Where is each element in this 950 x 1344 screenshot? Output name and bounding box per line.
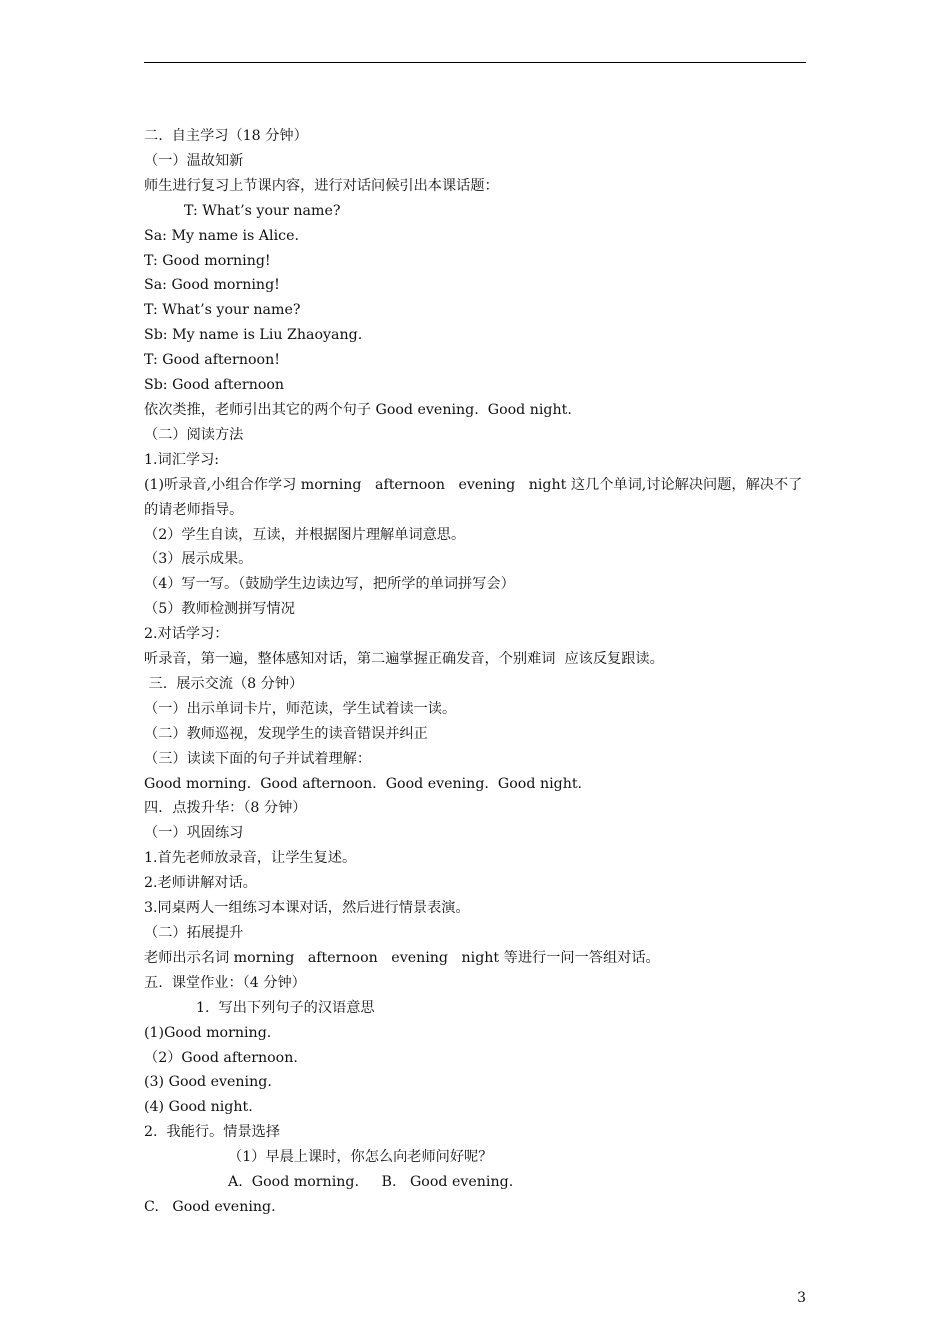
list-item: （3）展示成果。: [144, 551, 253, 568]
paragraph: 依次类推，老师引出其它的两个句子 Good evening. Good night.: [144, 401, 572, 418]
paragraph: 师生进行复习上节课内容，进行对话问候引出本课话题：: [144, 177, 499, 194]
exercise-item: (1)Good morning.: [144, 1024, 272, 1041]
dialogue-line: Sa: My name is Alice.: [144, 227, 299, 244]
answer-options: A. Good morning. B. Good evening.: [228, 1174, 514, 1191]
section-heading-5: 五. 课堂作业：（4 分钟）: [144, 974, 306, 991]
subheading: （二）阅读方法: [144, 426, 244, 443]
subheading: （二）拓展提升: [144, 925, 244, 941]
list-item: 2.老师讲解对话。: [144, 875, 257, 892]
list-item: （二）教师巡视，发现学生的读音错误并纠正: [144, 725, 428, 742]
page-number: 3: [797, 1290, 806, 1306]
subheading: （一）巩固练习: [144, 825, 244, 842]
paragraph: 听录音，第一遍，整体感知对话，第二遍掌握正确发音，个别难词 应该反复跟读。: [144, 651, 664, 668]
list-item: （三）读读下面的句子并试着理解：: [144, 750, 372, 767]
section-heading-2: 二. 自主学习（18 分钟）: [144, 128, 308, 144]
list-heading: 2.对话学习：: [144, 626, 229, 643]
section-heading-3: 三. 展示交流（8 分钟）: [144, 675, 304, 692]
exercise-item: (4) Good night.: [144, 1099, 253, 1116]
dialogue-line: T: What’s your name?: [184, 202, 341, 219]
document-body: [144, 124, 808, 1220]
paragraph: 老师出示名词 morning afternoon evening night 等进行一问一答组对话。: [144, 949, 660, 966]
exercise-item: (3) Good evening.: [144, 1074, 272, 1091]
dialogue-line: T: Good afternoon!: [144, 352, 280, 369]
question: （1）早晨上课时，你怎么向老师问好呢？: [228, 1149, 493, 1166]
dialogue-line: Sb: My name is Liu Zhaoyang.: [144, 327, 363, 344]
header-rule: [144, 62, 806, 63]
paragraph: Good morning. Good afternoon. Good evening. Good night.: [144, 775, 583, 792]
dialogue-line: Sb: Good afternoon: [144, 377, 285, 394]
list-item: （一）出示单词卡片，师范读，学生试着读一读。: [144, 700, 457, 717]
dialogue-line: Sa: Good morning!: [144, 277, 280, 294]
exercise-heading: 2. 我能行。情景选择: [144, 1124, 281, 1141]
section-heading-4: 四．点拨升华：（8 分钟）: [144, 800, 307, 817]
dialogue-line: T: Good morning!: [144, 252, 271, 269]
list-item: （2）学生自读，互读，并根据图片理解单词意思。: [144, 526, 466, 543]
list-item: （4）写一写。（鼓励学生边读边写，把所学的单词拼写会）: [144, 576, 515, 593]
list-item: (1)听录音,小组合作学习 morning afternoon evening night 这几个单词,讨论解决问题，解决不了的请老师指导。: [144, 476, 803, 518]
list-item: 3.同桌两人一组练习本课对话，然后进行情景表演。: [144, 900, 470, 917]
answer-option: C. Good evening.: [144, 1198, 276, 1215]
list-item: （5）教师检测拼写情况: [144, 601, 295, 618]
dialogue-line: T: What’s your name?: [144, 302, 301, 319]
exercise-item: （2）Good afternoon.: [144, 1049, 298, 1066]
list-item: 1.首先老师放录音，让学生复述。: [144, 850, 357, 867]
exercise-heading: 1. 写出下列句子的汉语意思: [196, 999, 375, 1016]
list-heading: 1.词汇学习:: [144, 451, 220, 468]
subheading: （一）温故知新: [144, 152, 244, 169]
